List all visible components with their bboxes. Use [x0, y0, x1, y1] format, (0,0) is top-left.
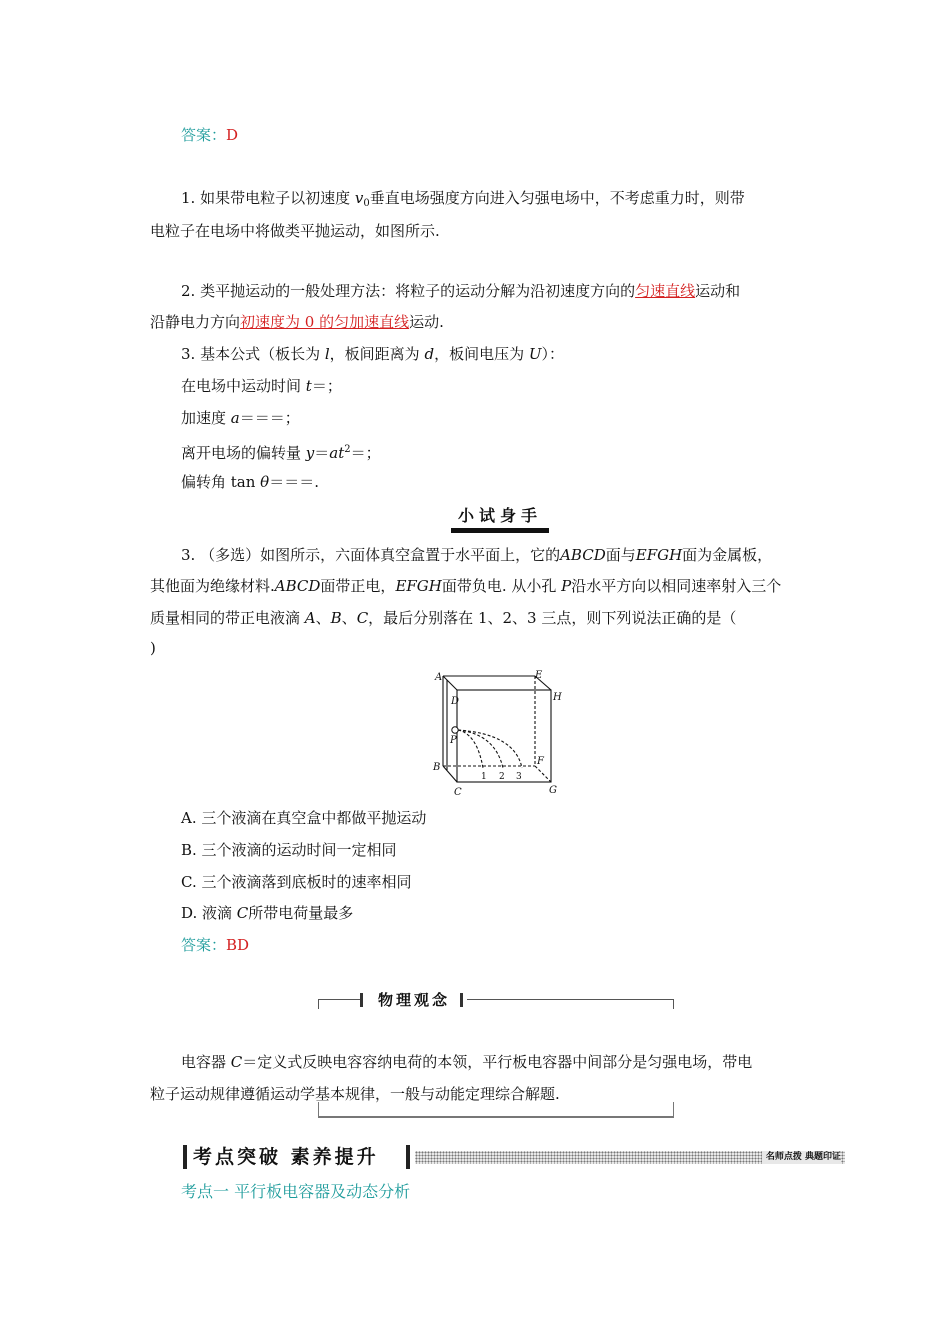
subscript: 0 [363, 198, 370, 209]
label-f: F [537, 756, 544, 767]
text: ＝； [350, 444, 381, 462]
label-e: E [535, 670, 543, 681]
text: 3. 基本公式（板长为 [181, 345, 325, 363]
text: 、 [341, 609, 357, 627]
vacuum-box-figure [425, 666, 565, 798]
text: ）： [541, 345, 565, 363]
text: ) [150, 639, 156, 657]
formula-deflection [181, 439, 381, 464]
formula-angle [181, 471, 319, 493]
heading-text: 小试身手 [457, 506, 542, 525]
text: ＝＝＝. [269, 473, 319, 491]
symbol-d: d [424, 345, 435, 363]
question-3-line-1 [181, 544, 772, 566]
symbol: EFGH [395, 577, 442, 595]
text: 离开电场的偏转量 [181, 444, 306, 462]
text: ＝； [311, 377, 342, 395]
superscript: 2 [344, 444, 351, 455]
text: 在电场中运动时间 [181, 377, 306, 395]
hole-p [452, 727, 458, 733]
text: 3. （多选）如图所示，六面体真空盒置于水平面上，它的 [181, 546, 561, 564]
text: 电容器 [181, 1053, 231, 1071]
banner-title: 考点突破 素养提升 [193, 1146, 379, 1168]
concept-line-2 [150, 1083, 560, 1105]
option-a [181, 807, 426, 829]
symbol: C [230, 1053, 243, 1071]
edge [443, 766, 457, 782]
concept-line-1 [181, 1051, 752, 1073]
label-1: 1 [481, 772, 487, 782]
label-3: 3 [516, 772, 522, 782]
symbol-u: U [528, 345, 542, 363]
text: 运动和 [695, 282, 741, 300]
question-3-line-2 [150, 575, 781, 597]
frame-bottom [318, 1116, 674, 1118]
label-d: D [451, 696, 460, 707]
frame-left-tick [318, 999, 319, 1009]
text: 所带电荷量最多 [248, 904, 354, 922]
label-p: P [450, 735, 457, 746]
title-bar-right [460, 993, 463, 1007]
paragraph-2-line-2 [150, 311, 444, 333]
text: ＝定义式反映电容容纳电荷的本领，平行板电容器中间部分是匀强电场，带电 [242, 1053, 753, 1071]
fill-blank-1: 匀速直线 [635, 282, 696, 300]
label-a: A [435, 672, 443, 683]
text: 垂直电场强度方向进入匀强电场中，不考虑重力时，则带 [369, 189, 745, 207]
banner-subtitle: 名师点拨 典题印证 [762, 1151, 841, 1164]
formula-intro [181, 343, 564, 365]
frame-top-right [467, 999, 674, 1000]
symbol-v: v [354, 189, 364, 207]
symbol-t: t [305, 377, 312, 395]
answer-line [181, 124, 238, 146]
text: 沿水平方向以相同速率射入三个 [571, 577, 782, 595]
text: 加速度 [181, 409, 231, 427]
trajectory-3 [458, 730, 522, 768]
answer-label: 答案： [181, 126, 227, 144]
label-h: H [553, 692, 562, 703]
option-b [181, 839, 397, 861]
text: 沿静电力方向 [150, 313, 241, 331]
frame-right-tick [673, 999, 674, 1009]
answer-label: 答案： [181, 936, 227, 954]
answer-value: BD [226, 936, 250, 954]
symbol: P [561, 577, 572, 595]
formula-acceleration [181, 407, 300, 429]
question-3-line-3 [150, 607, 736, 629]
answer-value: D [226, 126, 239, 144]
text: B. 三个液滴的运动时间一定相同 [181, 841, 397, 859]
text: 偏转角 tan [181, 473, 261, 491]
symbol: C [236, 904, 249, 922]
text: 面带正电， [320, 577, 396, 595]
text: 粒子运动规律遵循运动学基本规律，一般与动能定理综合解题. [150, 1085, 560, 1103]
paragraph-1-line-2 [150, 220, 440, 242]
text: ＝＝＝； [239, 409, 300, 427]
option-d [181, 902, 353, 924]
text: 电粒子在电场中将做类平抛运动，如图所示. [150, 222, 440, 240]
text: 质量相同的带正电液滴 [150, 609, 305, 627]
text: ，板间电压为 [434, 345, 529, 363]
heading-underline [451, 528, 549, 533]
text: ＝ [314, 444, 330, 462]
symbol-l: l [324, 345, 330, 363]
text: 面带负电. 从小孔 [441, 577, 562, 595]
symbol: ABCD [274, 577, 321, 595]
label-2: 2 [499, 772, 505, 782]
symbol-a: a [230, 409, 240, 427]
section-title [181, 1181, 410, 1203]
paragraph-1-line-1 [181, 187, 745, 215]
edge [535, 766, 551, 782]
text: ，板间距离为 [329, 345, 425, 363]
symbol-theta: θ [260, 473, 270, 491]
text: A. 三个液滴在真空盒中都做平抛运动 [181, 809, 427, 827]
section-banner [183, 1145, 845, 1169]
symbol: EFGH [635, 546, 683, 564]
banner-right-bar [406, 1145, 410, 1169]
label-b: B [433, 762, 441, 773]
question-3-line-4 [150, 637, 156, 659]
text: 面与 [605, 546, 636, 564]
frame-top-left [318, 999, 360, 1000]
text: ，最后分别落在 1、2、3 三点，则下列说法正确的是（ [368, 609, 737, 627]
text: C. 三个液滴落到底板时的速率相同 [181, 873, 412, 891]
symbol-y: y [305, 444, 315, 462]
option-c [181, 871, 411, 893]
text: 其他面为绝缘材料. [150, 577, 275, 595]
text: D. 液滴 [181, 904, 237, 922]
banner-left-bar [183, 1145, 187, 1169]
text: 2. 类平抛运动的一般处理方法：将粒子的运动分解为沿初速度方向的 [181, 282, 636, 300]
symbol: ABCD [560, 546, 606, 564]
title-bar-left [360, 993, 363, 1007]
text: 面为金属板， [682, 546, 773, 564]
symbol: C [356, 609, 369, 627]
text: 1. 如果带电粒子以初速度 [181, 189, 355, 207]
concept-title: 物理观念 [377, 991, 450, 1009]
paragraph-2-line-1 [181, 280, 740, 302]
fill-blank-2: 初速度为 0 的匀加速直线 [240, 313, 410, 331]
edge [443, 676, 457, 690]
section-heading-try [451, 504, 549, 532]
label-c: C [454, 787, 462, 798]
text: 运动. [409, 313, 444, 331]
symbol: A [304, 609, 316, 627]
answer-line-2 [181, 934, 249, 956]
text: 、 [315, 609, 331, 627]
text: 考点一 平行板电容器及动态分析 [181, 1182, 411, 1201]
formula-time [181, 375, 342, 397]
symbol-at: at [329, 444, 345, 462]
symbol: B [330, 609, 342, 627]
label-g: G [549, 785, 557, 796]
frame-bottom-right-tick [673, 1102, 674, 1118]
trajectory-2 [458, 730, 503, 768]
